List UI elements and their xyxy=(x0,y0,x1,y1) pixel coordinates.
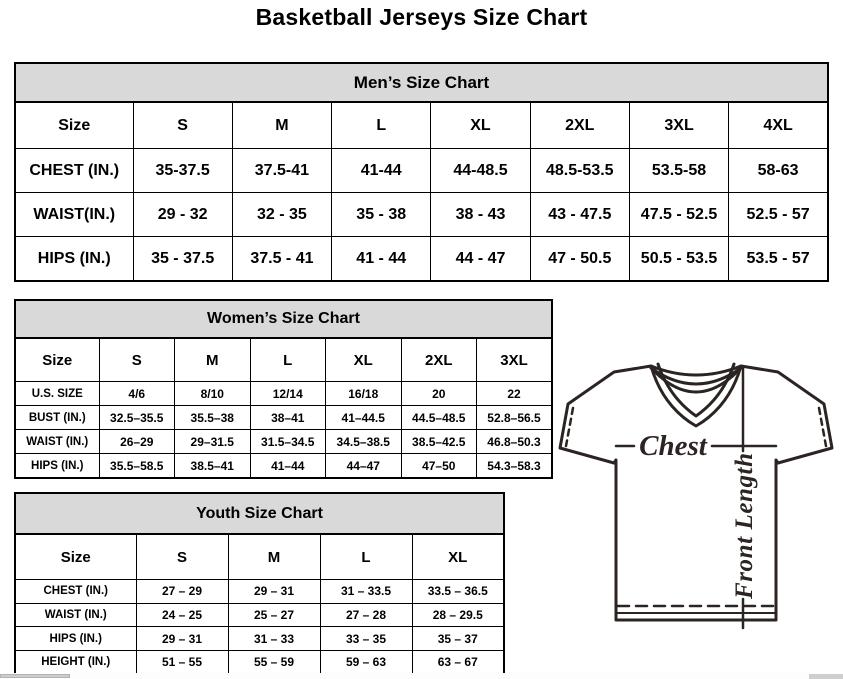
table-row xyxy=(15,454,552,479)
womens-table-title: Women’s Size Chart xyxy=(15,300,552,338)
measurement-row-label: HEIGHT (IN.) xyxy=(15,651,136,675)
mens-title-row xyxy=(15,63,828,102)
size-range-cell: 53.5 - 57 xyxy=(729,237,828,282)
size-range-cell: 44–47 xyxy=(326,454,402,479)
jersey-outline xyxy=(560,366,832,620)
size-range-cell: 33.5 – 36.5 xyxy=(412,580,504,604)
size-range-cell: 24 – 25 xyxy=(136,603,228,627)
size-row-header: Size xyxy=(15,338,99,382)
size-column-header: S xyxy=(133,102,232,149)
size-column-header: 2XL xyxy=(530,102,629,149)
size-range-cell: 51 – 55 xyxy=(136,651,228,675)
size-column-header: 3XL xyxy=(629,102,728,149)
size-column-header: XL xyxy=(326,338,402,382)
size-range-cell: 22 xyxy=(477,382,553,406)
size-column-header: M xyxy=(175,338,251,382)
womens-size-chart-table xyxy=(14,299,553,479)
chest-label: Chest xyxy=(639,430,707,462)
size-range-cell: 59 – 63 xyxy=(320,651,412,675)
size-range-cell: 47 - 50.5 xyxy=(530,237,629,282)
size-range-cell: 35.5–38 xyxy=(175,406,251,430)
page-title: Basketball Jerseys Size Chart xyxy=(255,4,588,30)
measurement-row-label: WAIST (IN.) xyxy=(15,430,99,454)
size-range-cell: 41 - 44 xyxy=(332,237,431,282)
size-column-header: XL xyxy=(412,534,504,580)
size-range-cell: 38.5–42.5 xyxy=(401,430,477,454)
size-column-header: M xyxy=(232,102,331,149)
size-range-cell: 26–29 xyxy=(99,430,175,454)
womens-header-row xyxy=(15,338,552,382)
size-range-cell: 50.5 - 53.5 xyxy=(629,237,728,282)
scrollbar-corner xyxy=(809,674,843,679)
size-range-cell: 48.5-53.5 xyxy=(530,149,629,193)
size-range-cell: 47–50 xyxy=(401,454,477,479)
size-range-cell: 29 – 31 xyxy=(136,627,228,651)
table-row xyxy=(15,580,504,604)
measurement-row-label: HIPS (IN.) xyxy=(15,627,136,651)
size-range-cell: 35 – 37 xyxy=(412,627,504,651)
table-row xyxy=(15,651,504,675)
size-range-cell: 38–41 xyxy=(250,406,326,430)
size-range-cell: 38.5–41 xyxy=(175,454,251,479)
measurement-row-label: WAIST(IN.) xyxy=(15,193,133,237)
size-range-cell: 37.5-41 xyxy=(232,149,331,193)
size-column-header: 2XL xyxy=(401,338,477,382)
size-range-cell: 32.5–35.5 xyxy=(99,406,175,430)
mens-size-chart-table xyxy=(14,62,829,282)
size-range-cell: 29 - 32 xyxy=(133,193,232,237)
size-range-cell: 41-44 xyxy=(332,149,431,193)
size-range-cell: 31.5–34.5 xyxy=(250,430,326,454)
size-range-cell: 8/10 xyxy=(175,382,251,406)
youth-table-title: Youth Size Chart xyxy=(15,493,504,534)
table-row xyxy=(15,430,552,454)
youth-title-row xyxy=(15,493,504,534)
size-range-cell: 33 – 35 xyxy=(320,627,412,651)
size-range-cell: 43 - 47.5 xyxy=(530,193,629,237)
size-range-cell: 37.5 - 41 xyxy=(232,237,331,282)
measurement-row-label: BUST (IN.) xyxy=(15,406,99,430)
size-range-cell: 41–44 xyxy=(250,454,326,479)
measurement-row-label: HIPS (IN.) xyxy=(15,454,99,479)
measurement-row-label: U.S. SIZE xyxy=(15,382,99,406)
size-range-cell: 47.5 - 52.5 xyxy=(629,193,728,237)
youth-header-row xyxy=(15,534,504,580)
size-range-cell: 29–31.5 xyxy=(175,430,251,454)
size-range-cell: 53.5-58 xyxy=(629,149,728,193)
size-range-cell: 46.8–50.3 xyxy=(477,430,553,454)
size-column-header: S xyxy=(136,534,228,580)
size-range-cell: 31 – 33.5 xyxy=(320,580,412,604)
size-column-header: XL xyxy=(431,102,530,149)
size-range-cell: 58-63 xyxy=(729,149,828,193)
table-row xyxy=(15,406,552,430)
jersey-measurement-diagram xyxy=(556,356,843,668)
womens-title-row xyxy=(15,300,552,338)
measurement-row-label: CHEST (IN.) xyxy=(15,580,136,604)
size-range-cell: 29 – 31 xyxy=(228,580,320,604)
size-range-cell: 44.5–48.5 xyxy=(401,406,477,430)
size-range-cell: 35-37.5 xyxy=(133,149,232,193)
table-row xyxy=(15,627,504,651)
size-range-cell: 34.5–38.5 xyxy=(326,430,402,454)
size-range-cell: 63 – 67 xyxy=(412,651,504,675)
size-range-cell: 52.8–56.5 xyxy=(477,406,553,430)
size-range-cell: 27 – 28 xyxy=(320,603,412,627)
size-range-cell: 35.5–58.5 xyxy=(99,454,175,479)
size-column-header: 4XL xyxy=(729,102,828,149)
size-range-cell: 35 - 37.5 xyxy=(133,237,232,282)
jersey-diagram-svg xyxy=(556,356,843,668)
size-range-cell: 35 - 38 xyxy=(332,193,431,237)
measurement-row-label: CHEST (IN.) xyxy=(15,149,133,193)
size-column-header: L xyxy=(320,534,412,580)
horizontal-scrollbar[interactable] xyxy=(0,673,843,679)
size-range-cell: 12/14 xyxy=(250,382,326,406)
size-range-cell: 20 xyxy=(401,382,477,406)
size-column-header: L xyxy=(332,102,431,149)
size-range-cell: 28 – 29.5 xyxy=(412,603,504,627)
size-column-header: L xyxy=(250,338,326,382)
size-row-header: Size xyxy=(15,534,136,580)
size-column-header: 3XL xyxy=(477,338,553,382)
table-row xyxy=(15,237,828,282)
size-range-cell: 31 – 33 xyxy=(228,627,320,651)
measurement-row-label: HIPS (IN.) xyxy=(15,237,133,282)
size-range-cell: 4/6 xyxy=(99,382,175,406)
table-row xyxy=(15,149,828,193)
size-range-cell: 25 – 27 xyxy=(228,603,320,627)
size-range-cell: 44-48.5 xyxy=(431,149,530,193)
measurement-row-label: WAIST (IN.) xyxy=(15,603,136,627)
size-column-header: M xyxy=(228,534,320,580)
size-range-cell: 41–44.5 xyxy=(326,406,402,430)
size-range-cell: 54.3–58.3 xyxy=(477,454,553,479)
youth-size-chart-table xyxy=(14,492,505,676)
table-row xyxy=(15,382,552,406)
size-range-cell: 38 - 43 xyxy=(431,193,530,237)
size-range-cell: 44 - 47 xyxy=(431,237,530,282)
size-range-cell: 55 – 59 xyxy=(228,651,320,675)
scrollbar-thumb[interactable] xyxy=(0,674,70,678)
size-range-cell: 32 - 35 xyxy=(232,193,331,237)
table-row xyxy=(15,193,828,237)
size-range-cell: 27 – 29 xyxy=(136,580,228,604)
mens-header-row xyxy=(15,102,828,149)
front-length-label: Front Length xyxy=(731,453,758,599)
size-range-cell: 52.5 - 57 xyxy=(729,193,828,237)
size-range-cell: 16/18 xyxy=(326,382,402,406)
table-row xyxy=(15,603,504,627)
size-row-header: Size xyxy=(15,102,133,149)
size-column-header: S xyxy=(99,338,175,382)
mens-table-title: Men’s Size Chart xyxy=(15,63,828,102)
